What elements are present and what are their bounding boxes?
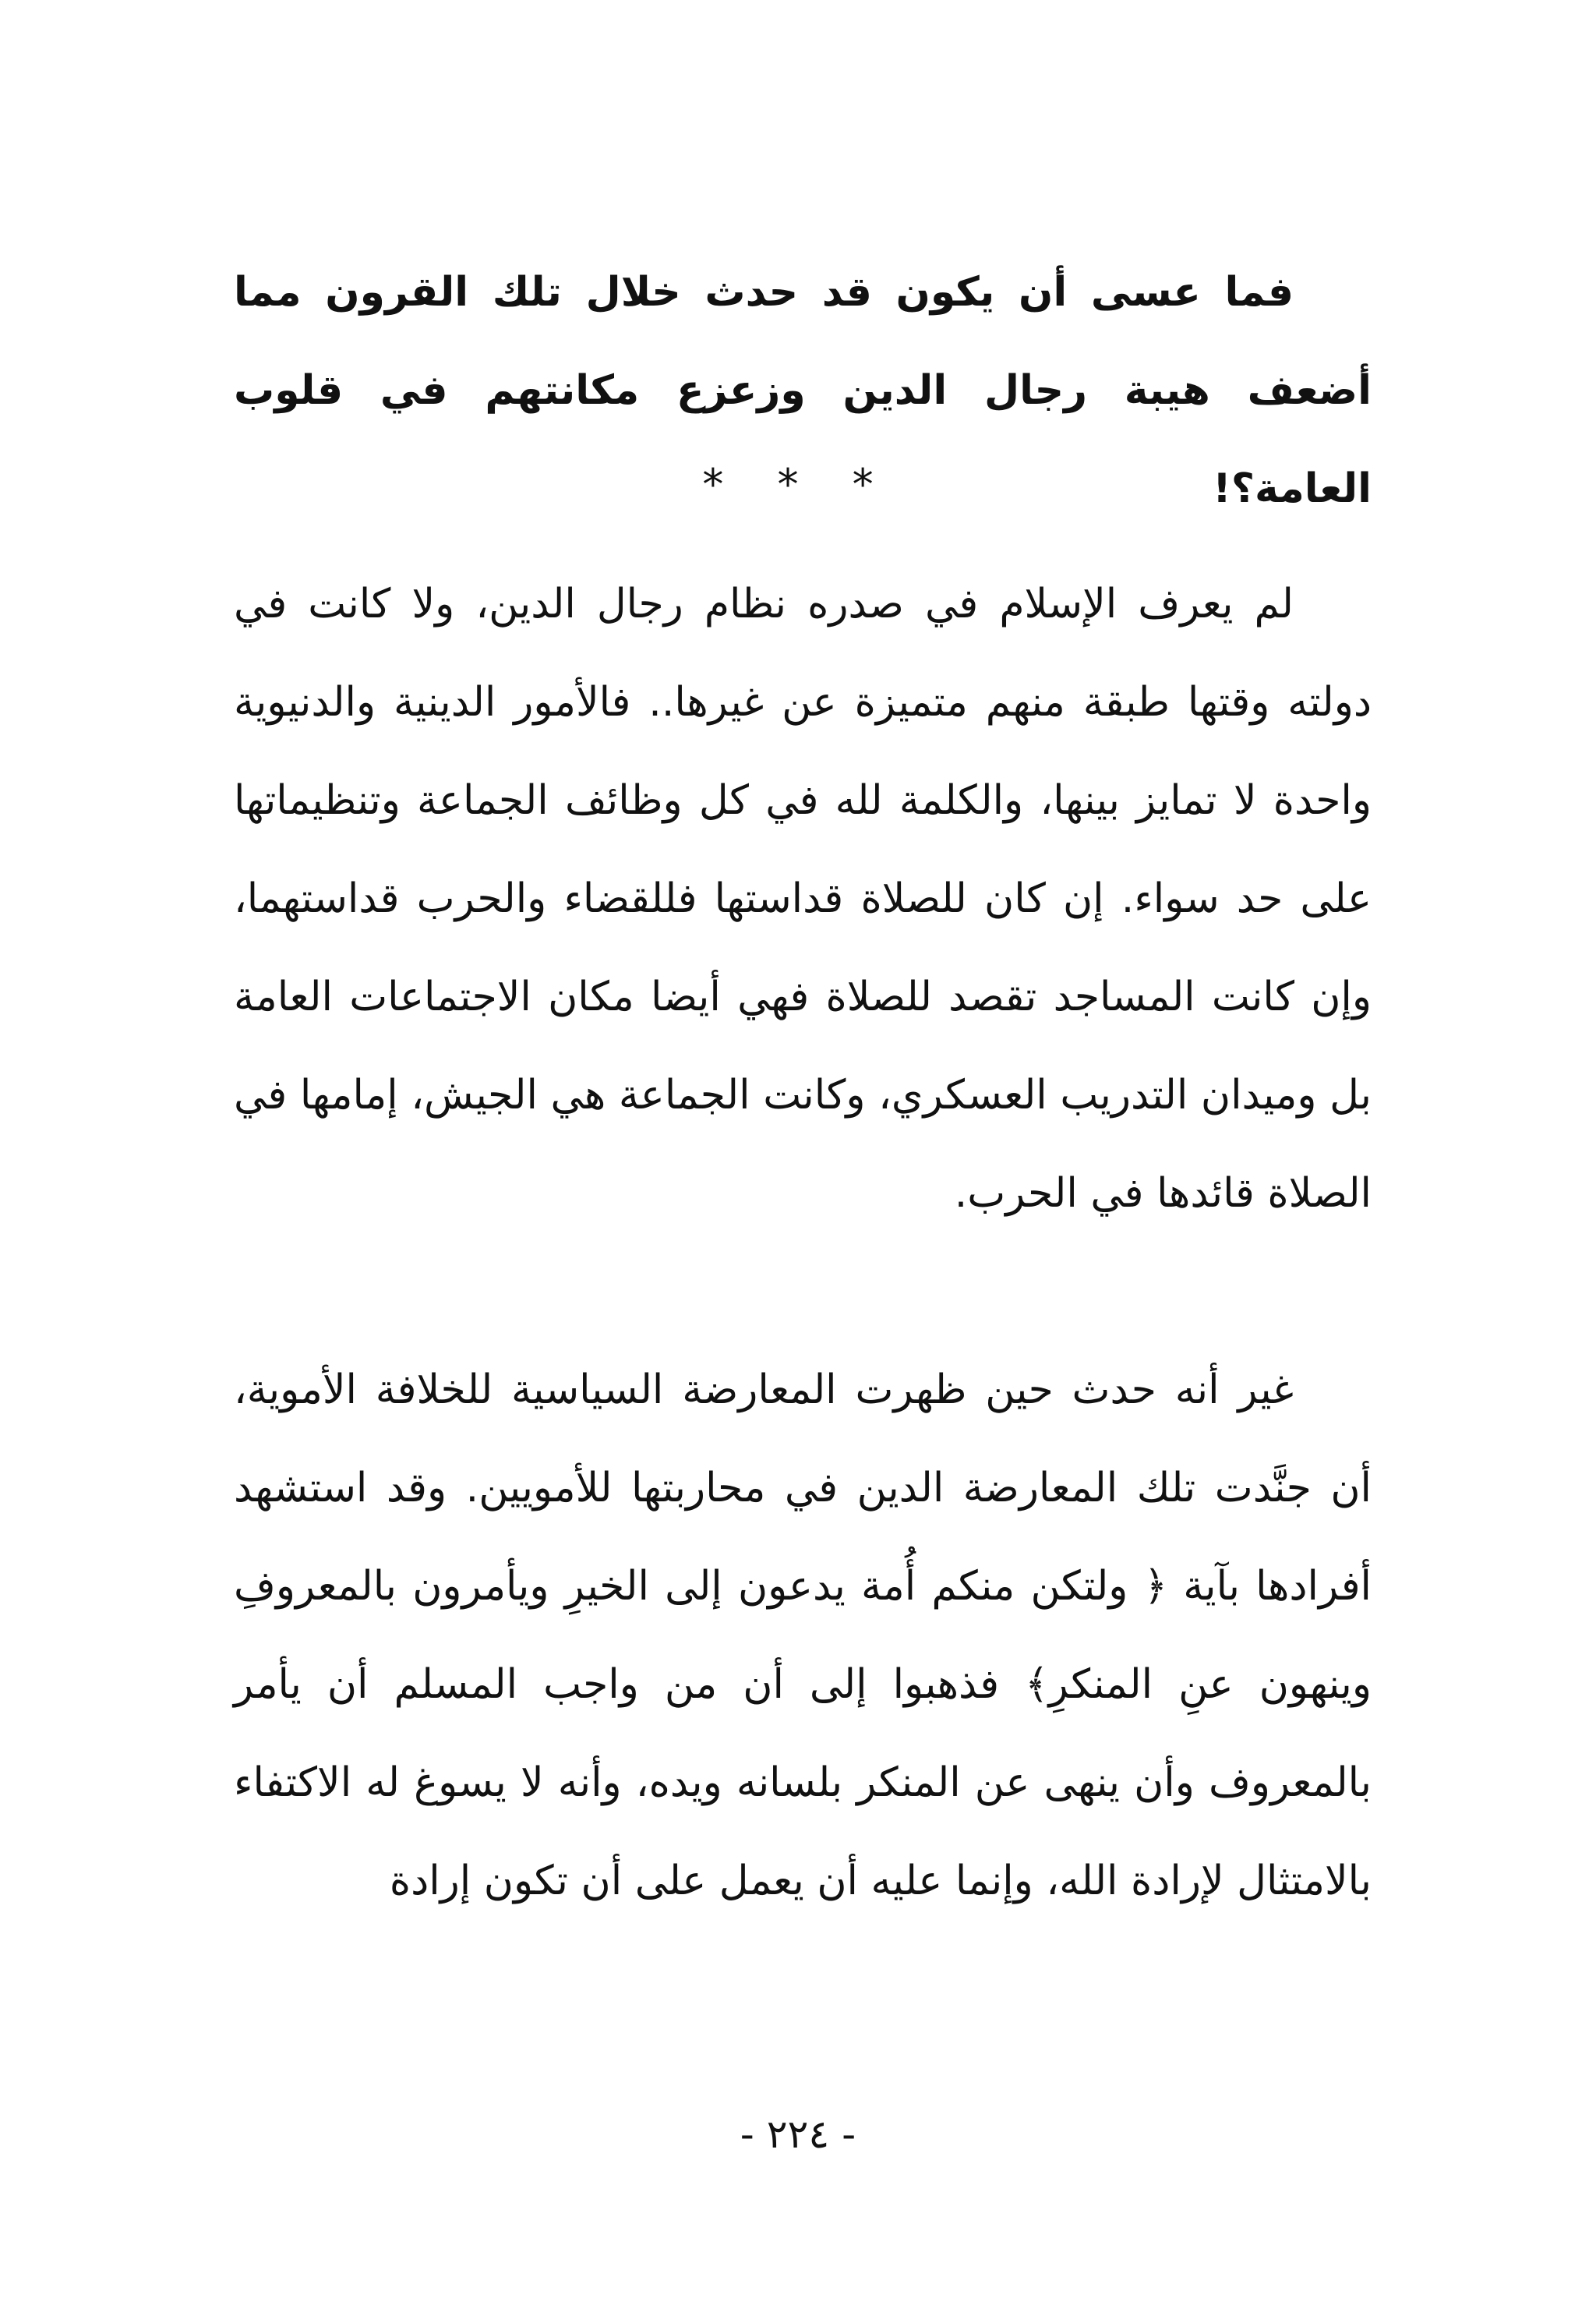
paragraph-2: لم يعرف الإسلام في صدره نظام رجال الدين، ولا كانت في دولته وقتها طبقة منهم متميزة عن غيرها.. فالأمور الدينية والدنيوية واحدة لا تمايز بينها، والكلمة لله في كل وظائف الجماعة وتنظيماتها على حد سواء. إن كان للصلاة قداستها فللقضاء والحرب قداستهما، وإن كانت المساجد تقصد للصلاة فهي أيضا مكان الاجتماعات العامة بل وميدان التدريب العسكري، وكانت الجماعة هي الجيش، إمامها في الصلاة قائدها في الحرب. — [234, 581, 1372, 1217]
paragraph-3: غير أنه حدث حين ظهرت المعارضة السياسية للخلافة الأموية، أن جنَّدت تلك المعارضة الدين في محاربتها للأمويين. وقد استشهد أفرادها بآية ﴿ ولتكن منكم أُمة يدعون إلى الخيرِ ويأمرون بالمعروفِ وينهون عنِ المنكرِ﴾ فذهبوا إلى أن من واجب المسلم أن يأمر بالمعروف وأن ينهى عن المنكر بلسانه ويده، وأنه لا يسوغ له الاكتفاء بالامتثال لإرادة الله، وإنما عليه أن يعمل على أن تكون إرادة — [234, 1366, 1372, 1904]
page-number: - ٢٢٤ - — [740, 2112, 856, 2157]
section-separator: * * * — [702, 460, 894, 509]
paragraph-1: فما عسى أن يكون قد حدث خلال تلك القرون مما أضعف هيبة رجال الدين وزعزع مكانتهم في قلوب العامة؟! — [234, 269, 1372, 512]
